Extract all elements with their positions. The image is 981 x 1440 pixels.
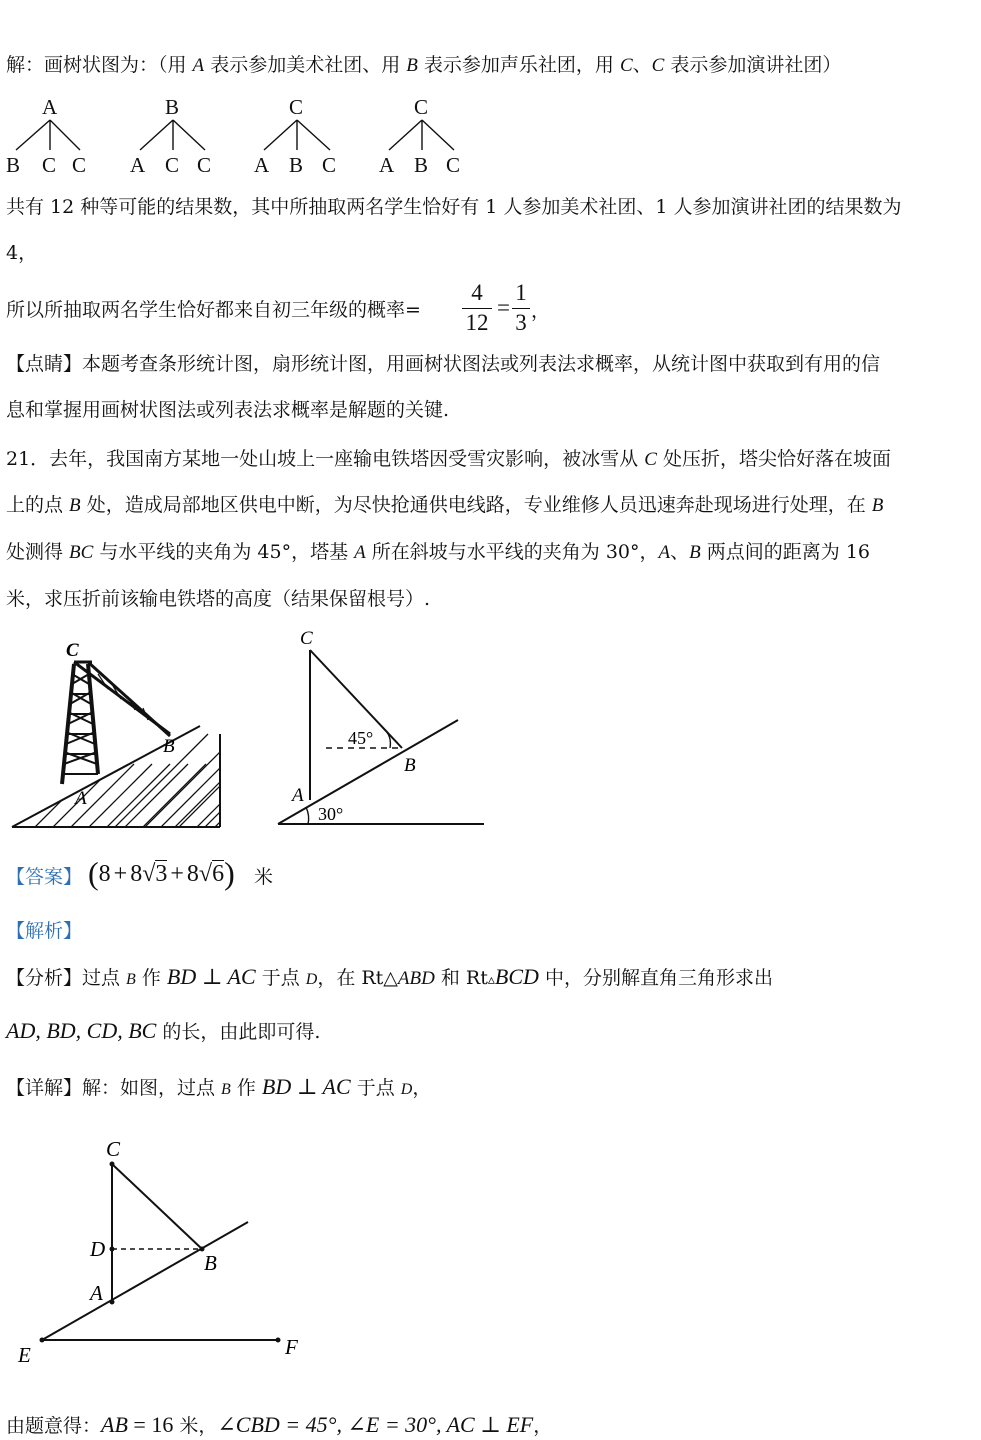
tree-leaf-1-3: C: [72, 153, 87, 177]
fig3-label-b: B: [204, 1251, 217, 1275]
q21-line-1: 21．去年，我国南方某地一处山坡上一座输电铁塔因受雪灾影响，被冰雪从 C 处压折，塔尖恰好落在坡面: [6, 448, 891, 470]
solution-diagram: [8, 1130, 328, 1370]
dianjing-line-2: 息和掌握用画树状图法或列表法求概率是解题的关键.: [6, 399, 450, 421]
tree-root-4: C: [414, 95, 429, 119]
fig3-label-d: D: [90, 1237, 106, 1261]
tree-leaf-3-3: C: [322, 153, 337, 177]
answer-expression: (8 + 8√3 + 8√6): [88, 855, 235, 891]
fig2-label-a: A: [292, 785, 304, 806]
tree-root-1: A: [42, 95, 58, 119]
answer-unit: 米: [254, 866, 274, 888]
q21-line-3: 处测得 BC 与水平线的夹角为 45°，塔基 A 所在斜坡与水平线的夹角为 30°，A、B 两点间的距离为 16: [6, 541, 870, 563]
fenxi-line-2: AD, BD, CD, BC 的长，由此即可得.: [6, 1018, 321, 1043]
fig2-label-b: B: [404, 755, 416, 776]
xiangjie-line: 【详解】解：如图，过点 B 作 BD ⊥ AC 于点 D，: [6, 1074, 432, 1099]
tree-leaf-4-2: B: [414, 153, 429, 177]
probability-line: 所以所抽取两名学生恰好都来自初三年级的概率= 4 12 = 1 3 ，: [6, 280, 551, 335]
q21-line-4: 米，求压折前该输电铁塔的高度（结果保留根号）.: [6, 588, 431, 610]
results-line-1: 共有 12 种等可能的结果数，其中所抽取两名学生恰好有 1 人参加美术社团、1 人参加演讲社团的结果数为: [6, 196, 902, 218]
tree-leaf-3-2: B: [289, 153, 304, 177]
answer-label: 【答案】: [6, 866, 83, 888]
tree-root-2: B: [165, 95, 180, 119]
jiexi-label: 【解析】: [6, 920, 83, 942]
given-conditions: 由题意得：AB = 16 米，∠CBD = 45°, ∠E = 30°, AC ⊥ EF，: [6, 1412, 553, 1437]
fig1-label-b: B: [163, 736, 175, 757]
answer-line: [6, 855, 406, 895]
equals-sign: =: [497, 295, 510, 320]
fig2-angle-30: 30°: [318, 804, 344, 824]
tower-illustration: [8, 634, 238, 834]
slope-diagram: [272, 626, 492, 836]
results-line-2: 4，: [6, 242, 38, 264]
tree-leaf-4-3: C: [446, 153, 461, 177]
tree-leaf-1-1: B: [6, 153, 21, 177]
fig3-label-c: C: [106, 1137, 121, 1161]
tree-leaf-2-2: C: [165, 153, 180, 177]
fig3-label-a: A: [90, 1281, 103, 1305]
fenxi-line-1: 【分析】过点 B 作 BD ⊥ AC 于点 D，在 Rt△ABD 和 Rt▵BCD 中，分别解直角三角形求出: [6, 964, 773, 989]
tree-diagram: [0, 92, 480, 182]
tree-leaf-1-2: C: [42, 153, 57, 177]
tree-leaf-3-1: A: [254, 153, 270, 177]
tree-leaf-2-1: A: [130, 153, 146, 177]
fig2-label-c: C: [300, 628, 313, 649]
fig1-label-c: C: [66, 640, 79, 661]
tree-explanation: 解：画树状图为：（用 A 表示参加美术社团、用 B 表示参加声乐社团，用 C、C 表示参加演讲社团）: [6, 54, 842, 76]
fig3-label-e: E: [18, 1343, 31, 1367]
fig1-label-a: A: [75, 788, 87, 809]
fig3-label-f: F: [285, 1335, 298, 1359]
fraction-4-12: 4 12: [462, 280, 492, 337]
dianjing-line-1: 【点睛】本题考查条形统计图，扇形统计图，用画树状图法或列表法求概率，从统计图中获取到有用的信: [6, 353, 881, 375]
tree-root-3: C: [289, 95, 304, 119]
fig2-angle-45: 45°: [348, 728, 374, 748]
fraction-1-3: 1 3: [512, 280, 530, 337]
tree-leaf-2-3: C: [197, 153, 212, 177]
tree-leaf-4-1: A: [379, 153, 395, 177]
q21-line-2: 上的点 B 处，造成局部地区供电中断，为尽快抢通供电线路，专业维修人员迅速奔赴现场进行处理，在 B: [6, 494, 884, 516]
